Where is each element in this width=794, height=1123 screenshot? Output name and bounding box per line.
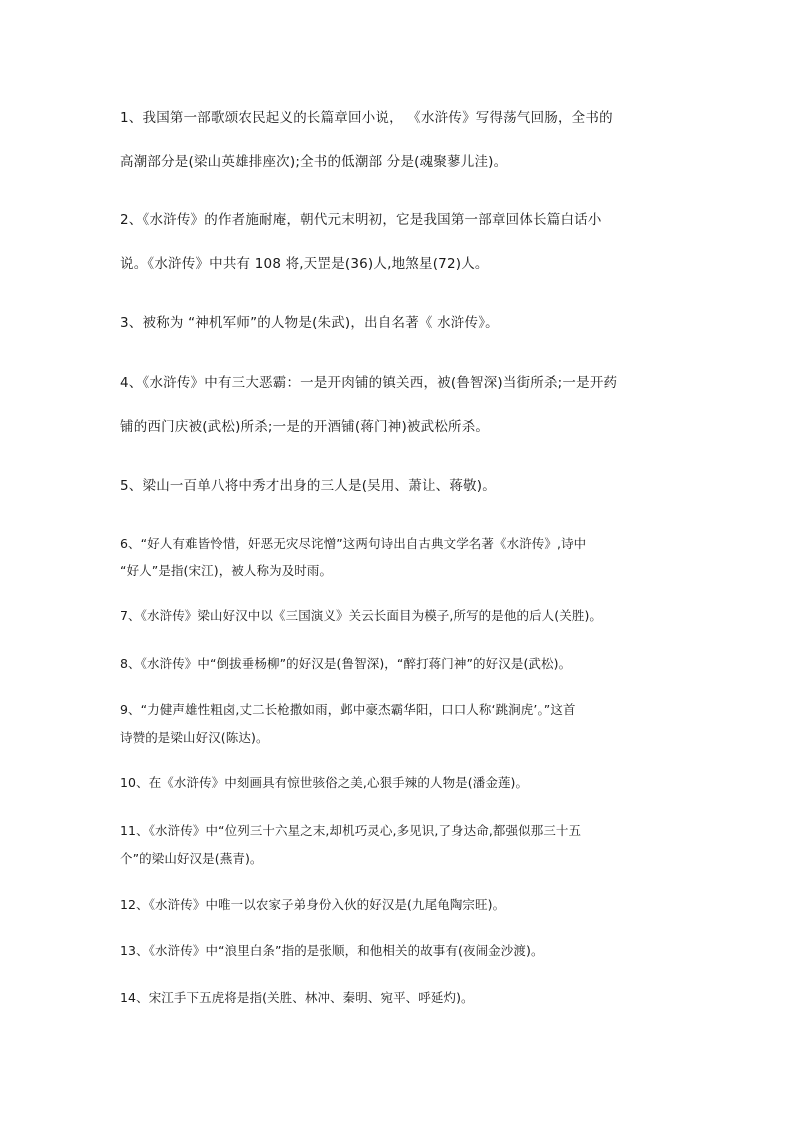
question-4-line-2: 铺的西门庆被(武松)所杀;一是的开酒铺(蒋门神)被武松所杀。: [120, 419, 490, 435]
question-11-line-1: 11、《水浒传》中“位列三十六星之末,却机巧灵心,多见识,了身达命,都强似那三十五: [120, 823, 582, 838]
question-5-line: 5、梁山一百单八将中秀才出身的三人是(吴用、萧让、蒋敬)。: [120, 478, 496, 494]
question-1-line-2: 高潮部分是(梁山英雄排座次);全书的低潮部 分是(魂聚蓼儿洼)。: [120, 154, 508, 170]
question-4-line-1: 4、《水浒传》中有三大恶霸：一是开肉铺的镇关西，被(鲁智深)当街所杀;一是开药: [120, 375, 618, 391]
question-6-line-2: “好人”是指(宋江)，被人称为及时雨。: [120, 563, 333, 578]
question-12-line: 12、《水浒传》中唯一以农家子弟身份入伙的好汉是(九尾龟陶宗旺)。: [120, 897, 506, 912]
question-2-line-2: 说。《水浒传》中共有 108 将,天罡是(36)人,地煞星(72)人。: [120, 256, 489, 272]
question-9-line-1: 9、“力健声雄性粗卤,丈二长枪撒如雨，邺中豪杰霸华阳，口口人称‘跳涧虎’。”这首: [120, 702, 576, 717]
question-11-line-2: 个”的梁山好汉是(燕青)。: [120, 851, 263, 866]
question-8-line: 8、《水浒传》中“倒拔垂杨柳”的好汉是(鲁智深)，“醉打蒋门神”的好汉是(武松)。: [120, 656, 572, 671]
question-1-line-1: 1、我国第一部歌颂农民起义的长篇章回小说， 《水浒传》写得荡气回肠，全书的: [120, 110, 613, 126]
question-7-line: 7、《水浒传》梁山好汉中以《三国演义》关云长面目为模子,所写的是他的后人(关胜)。: [120, 608, 603, 623]
question-2-line-1: 2、《水浒传》的作者施耐庵，朝代元末明初，它是我国第一部章回体长篇白话小: [120, 212, 602, 228]
question-3-line: 3、被称为 “神机军师”的人物是(朱武)，出自名著《 水浒传》。: [120, 315, 499, 331]
question-9-line-2: 诗赞的是梁山好汉(陈达)。: [120, 730, 269, 745]
question-14-line: 14、宋江手下五虎将是指(关胜、林冲、秦明、宛平、呼延灼)。: [120, 990, 474, 1005]
question-10-line: 10、在《水浒传》中刻画具有惊世骇俗之美,心狠手辣的人物是(潘金莲)。: [120, 775, 529, 790]
question-6-line-1: 6、“好人有难皆怜惜，奸恶无灾尽诧憎”这两句诗出自古典文学名著《水浒传》,诗中: [120, 536, 587, 551]
question-13-line: 13、《水浒传》中“浪里白条”指的是张顺，和他相关的故事有(夜闹金沙渡)。: [120, 943, 544, 958]
